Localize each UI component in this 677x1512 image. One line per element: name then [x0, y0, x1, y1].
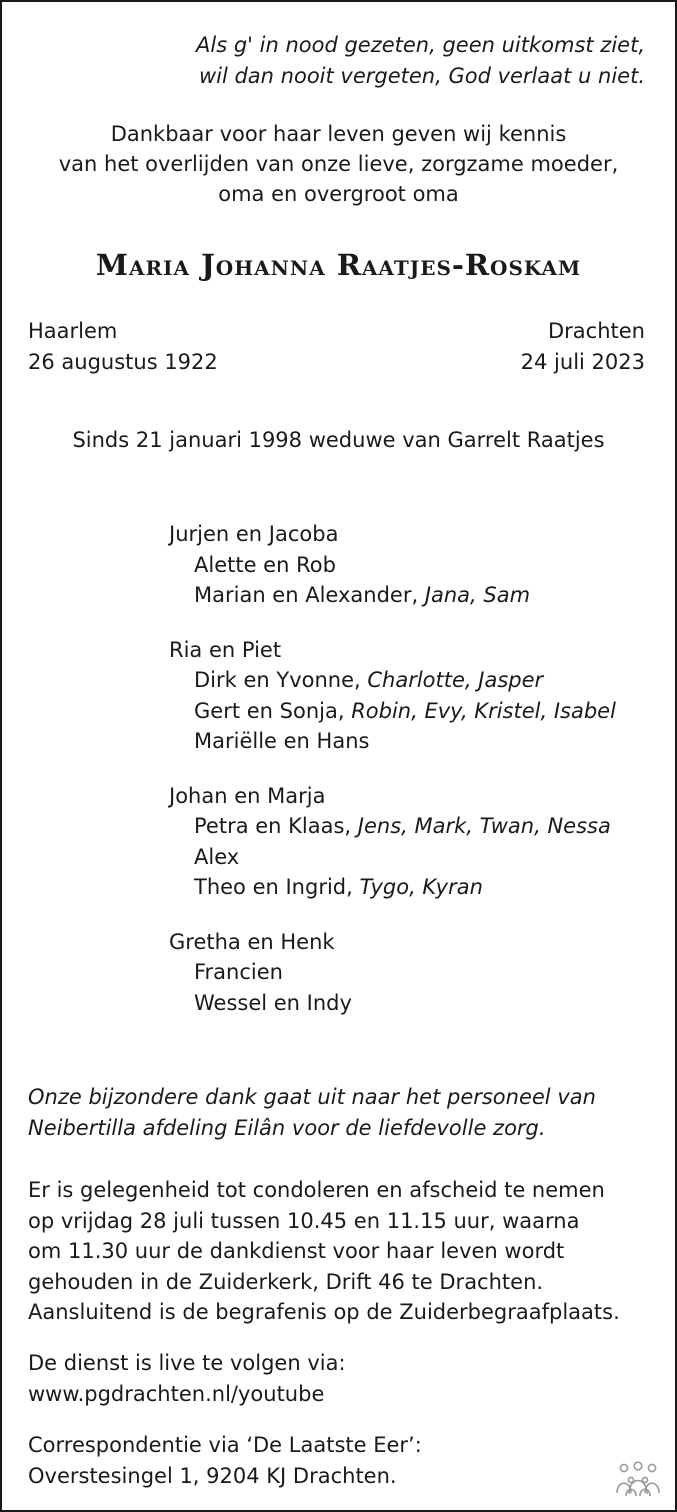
member-children: Tygo, Kyran [359, 875, 483, 899]
family-head: Jurjen en Jacoba [169, 522, 339, 546]
family-member [169, 872, 616, 903]
family-member [169, 580, 616, 611]
poem-line: wil dan nooit vergeten, God verlaat u niet. [198, 64, 645, 88]
family-member [169, 811, 616, 842]
family-member [169, 842, 616, 873]
member-names: Wessel en Indy [194, 990, 352, 1015]
death-info [521, 316, 645, 378]
livestream-label: De dienst is live te volgen via: [28, 1351, 346, 1375]
member-names: Gert en Sonja, [194, 698, 352, 723]
family-head: Ria en Piet [169, 637, 282, 662]
family-group [169, 781, 616, 903]
thanks-note [28, 1082, 596, 1144]
poem [196, 30, 645, 92]
service-line: Er is gelegenheid tot condoleren en afscheid te nemen [28, 1178, 605, 1202]
member-names: Theo en Ingrid, [194, 875, 360, 899]
service-line: op vrijdag 28 juli tussen 10.45 en 11.15 uur, waarna [28, 1208, 580, 1233]
member-names: Alette en Rob [194, 552, 336, 577]
widow-line: Sinds 21 januari 1998 weduwe van Garrelt Raatjes [72, 428, 605, 452]
member-names: Marian en Alexander, [194, 583, 425, 607]
member-names: Francien [194, 960, 283, 984]
member-names: Alex [194, 844, 240, 869]
family-group [169, 635, 616, 757]
member-children: Jana, Sam [424, 583, 531, 607]
service-line: gehouden in de Zuiderkerk, Drift 46 te Drachten. [28, 1269, 544, 1294]
member-children: Charlotte, Jasper [367, 668, 544, 692]
thanks-line: Onze bijzondere dank gaat uit naar het personeel van [28, 1085, 596, 1109]
family-group [169, 519, 616, 611]
correspondence-line: Correspondentie via ‘De Laatste Eer’: [28, 1433, 422, 1457]
family-head: Johan en Marja [169, 783, 326, 808]
family-member [169, 550, 616, 581]
thanks-line: Neibertilla afdeling Eilân voor de liefdevolle zorg. [28, 1116, 546, 1140]
intro-line: van het overlijden van onze lieve, zorgzame moeder, [58, 152, 619, 176]
service-line: Aansluitend is de begrafenis op de Zuiderbegraafplaats. [28, 1300, 620, 1324]
poem-line: Als g' in nood gezeten, geen uitkomst ziet, [196, 33, 645, 57]
family-group [169, 927, 616, 1019]
announcement-intro [2, 119, 675, 209]
member-names: Dirk en Yvonne, [194, 668, 368, 692]
family-member [169, 726, 616, 757]
member-names: Petra en Klaas, [194, 814, 358, 838]
deceased-name: Maria Johanna Raatjes-Roskam [95, 248, 582, 282]
family-member [169, 957, 616, 988]
service-line: om 11.30 uur de dankdienst voor haar leven wordt [28, 1239, 565, 1263]
member-children: Jens, Mark, Twan, Nessa [357, 814, 611, 838]
birth-place: Haarlem [28, 319, 118, 343]
death-date: 24 juli 2023 [520, 350, 645, 374]
family-list [169, 519, 616, 1042]
family-member [169, 696, 616, 727]
livestream-url: www.pgdrachten.nl/youtube [28, 1382, 325, 1406]
family-head: Gretha en Henk [169, 929, 335, 954]
people-group-icon [615, 1460, 661, 1498]
service-info [28, 1175, 620, 1328]
family-member [169, 988, 616, 1019]
intro-line: oma en overgroot oma [218, 182, 459, 206]
correspondence-line: Overstesingel 1, 9204 KJ Drachten. [28, 1464, 397, 1488]
birth-info [28, 316, 218, 378]
member-names: Mariëlle en Hans [194, 729, 370, 753]
member-children: Robin, Evy, Kristel, Isabel [351, 698, 616, 723]
correspondence-address [28, 1430, 422, 1492]
birth-date: 26 augustus 1922 [28, 350, 218, 374]
livestream-info [28, 1348, 346, 1410]
family-member [169, 665, 616, 696]
intro-line: Dankbaar voor haar leven geven wij kennis [110, 122, 567, 146]
death-place: Drachten [548, 319, 645, 343]
